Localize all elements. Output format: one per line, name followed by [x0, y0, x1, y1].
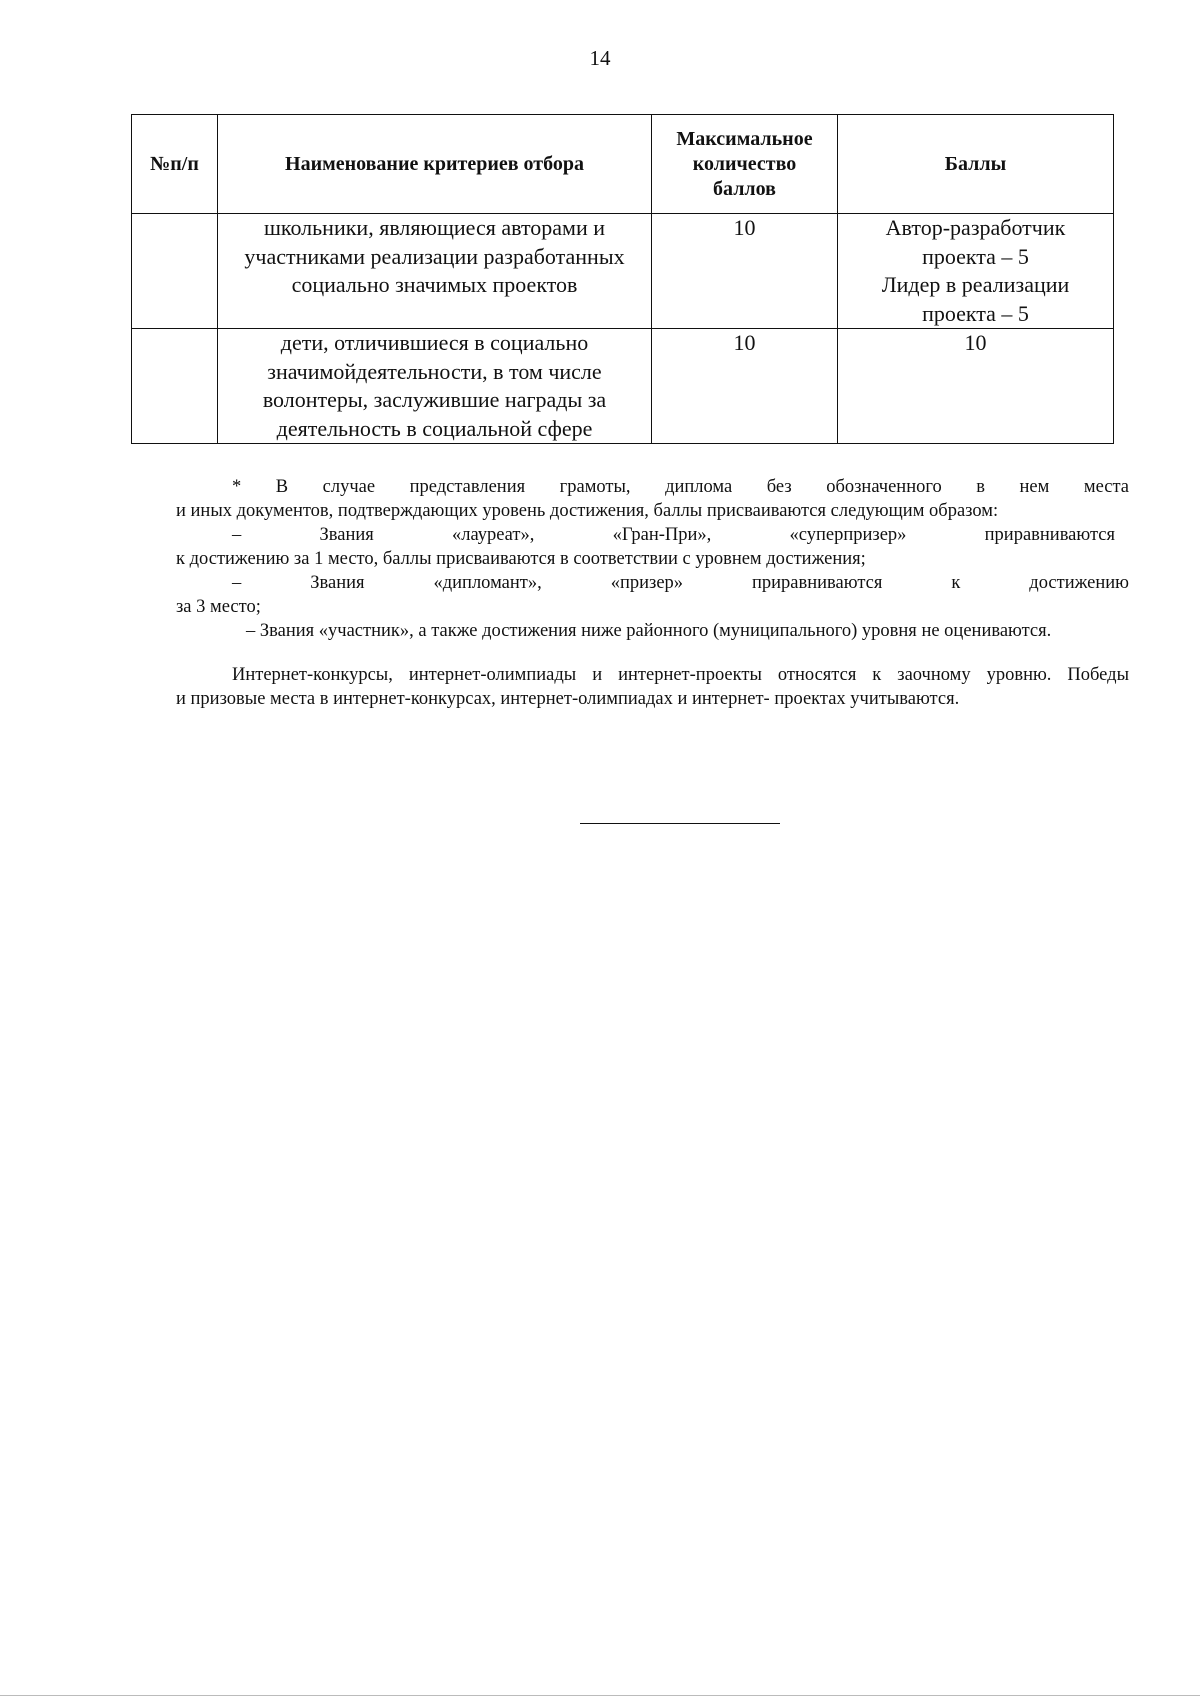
- footnote-line: за 3 место;: [176, 597, 261, 617]
- row-number: [132, 329, 218, 444]
- points-line: Автор-разработчик проекта – 5: [885, 215, 1066, 269]
- row-points: [838, 214, 1114, 329]
- points-line: 10: [964, 330, 987, 355]
- header-points: Баллы: [838, 115, 1114, 214]
- criteria-table: [131, 114, 1114, 444]
- footnote-line: * В случае представления грамоты, диплома без обозначенного в нем места: [232, 477, 1129, 497]
- page-number: 14: [589, 46, 611, 70]
- row-criterion: дети, отличившиеся в социально значимойдеятельности, в том числе волонтеры, заслужившие награды за деятельность в социальной сфере: [218, 329, 652, 444]
- paragraph-line: и призовые места в интернет-конкурсах, интернет-олимпиадах и интернет- проектах учитываются.: [176, 689, 960, 709]
- row-number: [132, 214, 218, 329]
- footnote-line: к достижению за 1 место, баллы присваиваются в соответствии с уровнем достижения;: [176, 549, 866, 569]
- row-points: [838, 329, 1114, 444]
- paragraph-line: Интернет-конкурсы, интернет-олимпиады и интернет-проекты относятся к заочному уровню. Победы: [232, 665, 1129, 685]
- header-max-points: Максимальное количество баллов: [652, 115, 838, 214]
- end-rule: [580, 823, 780, 824]
- header-number: №п/п: [132, 115, 218, 214]
- row-max-points: 10: [652, 329, 838, 444]
- footnote-line: – Звания «участник», а также достижения ниже районного (муниципального) уровня не оцениваются.: [246, 621, 1052, 641]
- points-line: Лидер в реализации проекта – 5: [881, 272, 1070, 326]
- header-criterion: Наименование критериев отбора: [218, 115, 652, 214]
- row-criterion: школьники, являющиеся авторами и участниками реализации разработанных социально значимых проектов: [218, 214, 652, 329]
- table-row: [132, 214, 1114, 329]
- page-bottom-edge: [0, 1695, 1200, 1696]
- table-row: [132, 329, 1114, 444]
- footnotes: [176, 475, 1129, 711]
- footnote-line: – Звания «лауреат», «Гран-При», «суперпризер» приравниваются: [232, 525, 1115, 545]
- footnote-line: и иных документов, подтверждающих уровень достижения, баллы присваиваются следующим образом:: [176, 501, 999, 521]
- footnote-line: – Звания «дипломант», «призер» приравниваются к достижению: [232, 573, 1129, 593]
- table-header-row: [132, 115, 1114, 214]
- row-max-points: 10: [652, 214, 838, 329]
